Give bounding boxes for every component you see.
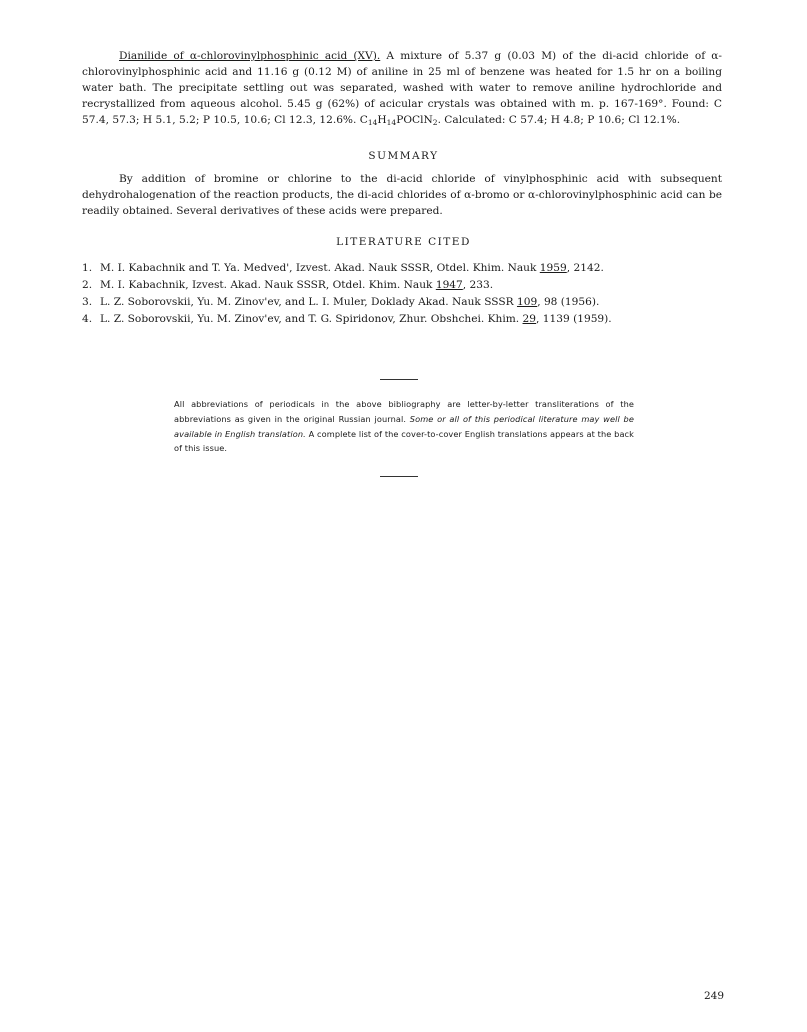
compound-title: Dianilide of α-chlorovinylphosphinic acid (XV). bbox=[119, 50, 381, 62]
paragraph-dianilide-xv bbox=[82, 48, 722, 131]
divider-rule-bottom bbox=[380, 476, 418, 477]
reference-item: 2. M. I. Kabachnik, Izvest. Akad. Nauk SSSR, Otdel. Khim. Nauk 1947, 233. bbox=[82, 279, 494, 291]
reference-item: 3. L. Z. Soborovskii, Yu. M. Zinov'ev, and L. I. Muler, Doklady Akad. Nauk SSSR 109, 98 (1956). bbox=[82, 296, 600, 308]
calculated-values: . Calculated: C 57.4; H 4.8; P 10.6; Cl 12.1%. bbox=[437, 114, 681, 126]
reference-item: 4. L. Z. Soborovskii, Yu. M. Zinov'ev, and T. G. Spiridonov, Zhur. Obshchei. Khim. 29, 1139 (1959). bbox=[82, 313, 612, 325]
procedure-text: A mixture of 5.37 g (0.03 M) of the di-acid chloride of α-chlorovinylphosphinic acid and 11.16 g (0.12 M) of aniline in 25 ml of benzene was heated for 1.5 hr on a boiling water bath. The precipitate settling out was separated, washed with water to remove aniline hydrochloride and recrystallized from aqueous alcohol. 5.45 g (62%) of acicular crystals was obtained with m. p. 167-169°. Found: C 57.4, 57.3; H 5.1, 5.2; P 10.5, 10.6; Cl 12.3, 12.6%. bbox=[82, 50, 723, 126]
summary-heading: SUMMARY bbox=[368, 150, 439, 162]
summary-text: By addition of bromine or chlorine to the di-acid chloride of vinylphosphinic acid with subsequent dehydrohalogenation of the reaction products, the di-acid chlorides of α-bromo or α-chlorovinylphosphinic acid can be readily obtained. Several derivatives of these acids were prepared. bbox=[82, 173, 722, 217]
divider-rule-top bbox=[380, 379, 418, 380]
molecular-formula: $C_{14}H_{14}POClN_2$ bbox=[359, 114, 438, 127]
literature-cited-heading: LITERATURE CITED bbox=[336, 236, 471, 248]
summary-paragraph bbox=[82, 171, 722, 219]
page-number: 249 bbox=[704, 990, 725, 1002]
editor-note: All abbreviations of periodicals in the above bibliography are letter-by-letter transliterations of the abbreviations as given in the original Russian journal. Some or all of this periodical literature may well be available in English translation. A complete list of the cover-to-cover English translations appears at the back of this issue. bbox=[174, 399, 635, 454]
reference-list bbox=[82, 260, 722, 328]
reference-item: 1. M. I. Kabachnik and T. Ya. Medved', Izvest. Akad. Nauk SSSR, Otdel. Khim. Nauk 1959, 2142. bbox=[82, 262, 604, 274]
